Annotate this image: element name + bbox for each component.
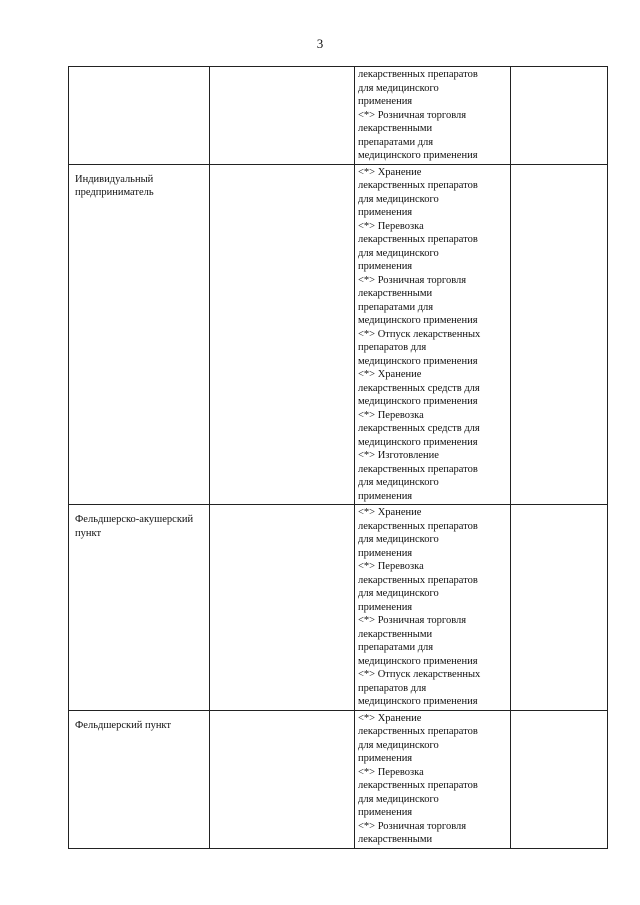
activity-line: применения [358,261,413,272]
activity-line: <*> Отпуск лекарственных [358,669,481,680]
activity-line: медицинского применения [358,436,478,448]
activity-line: <*> Розничная торговля [358,615,467,626]
activity-line: применения [358,807,413,818]
activity-line: медицинского применения [358,696,478,707]
subject-cell [69,710,210,848]
activity-line: лекарственных средств для [358,382,480,394]
activity-line: лекарственных препаратов [358,180,478,191]
activities-table [68,66,608,849]
activity-line: <*> Розничная торговля [358,274,467,286]
empty-cell [210,67,355,165]
activity-line: <*> Перевозка [358,561,424,572]
subject-cell [69,67,210,165]
empty-cell [210,710,355,848]
activity-line: лекарственными [358,123,433,134]
activity-line: <*> Розничная торговля [358,109,467,121]
empty-cell [511,164,608,505]
activity-line: для медицинского [358,534,439,545]
activity-line: лекарственных препаратов [358,69,478,80]
activity-line: для медицинского [358,588,439,599]
subject-cell [69,505,210,711]
activity-line: <*> Изготовление [358,450,439,461]
empty-cell [511,505,608,711]
activity-line: для медицинского [358,477,439,488]
activity-line: лекарственными [358,288,433,299]
activity-line: препаратами для [358,642,434,653]
activity-line: <*> Перевозка [358,409,424,421]
activity-line: лекарственных препаратов [358,520,478,532]
activity-line: для медицинского [358,193,439,205]
activities-cell [355,505,511,711]
subject-label: Индивидуальный предприниматель [75,173,154,198]
activity-line: для медицинского [358,739,439,751]
activities-cell [355,710,511,848]
activity-line: применения [358,96,413,107]
activity-line: для медицинского [358,247,439,259]
activity-line: применения [358,753,413,764]
empty-cell [511,710,608,848]
activity-line: применения [358,601,413,613]
activity-line: медицинского применения [358,150,478,161]
activity-line: <*> Хранение [358,369,422,380]
activity-line: для медицинского [358,82,439,94]
activity-line: лекарственных средств для [358,423,480,434]
page-number: 3 [316,36,324,51]
activity-line: <*> Хранение [358,507,422,518]
activity-line: <*> Перевозка [358,220,424,232]
activity-line: лекарственных препаратов [358,780,478,791]
activities-cell [355,164,511,505]
table-row [69,710,608,848]
activity-line: лекарственными [358,834,433,845]
activity-line: применения [358,547,413,559]
activity-line: препаратами для [358,301,434,313]
activity-line: лекарственных препаратов [358,726,478,737]
table-row [69,164,608,505]
activity-line: лекарственными [358,628,433,640]
activity-line: медицинского применения [358,315,478,326]
activity-line: применения [358,207,413,218]
subject-label: Фельдшерский пункт [75,719,171,731]
activity-line: медицинского применения [358,655,478,667]
empty-cell [210,164,355,505]
subject-cell [69,164,210,505]
activity-line: <*> Хранение [358,166,422,178]
table-row [69,505,608,711]
activity-line: <*> Розничная торговля [358,820,467,832]
activities-cell [355,67,511,165]
empty-cell [511,67,608,165]
subject-label: Фельдшерско-акушерский пункт [75,514,194,539]
activity-line: лекарственных препаратов [358,234,478,245]
table-body [69,67,608,849]
activity-line: препаратами для [358,136,434,148]
activity-line: <*> Отпуск лекарственных [358,328,481,340]
activity-line: <*> Хранение [358,712,422,724]
activity-line: медицинского применения [358,396,478,407]
activity-line: лекарственных препаратов [358,574,478,586]
activity-line: применения [358,490,413,502]
activity-line: медицинского применения [358,355,478,367]
activity-line: лекарственных препаратов [358,463,478,475]
activity-line: препаратов для [358,682,427,694]
activity-line: препаратов для [358,342,427,353]
activity-line: <*> Перевозка [358,766,424,778]
activity-line: для медицинского [358,793,439,805]
empty-cell [210,505,355,711]
table-row [69,67,608,165]
